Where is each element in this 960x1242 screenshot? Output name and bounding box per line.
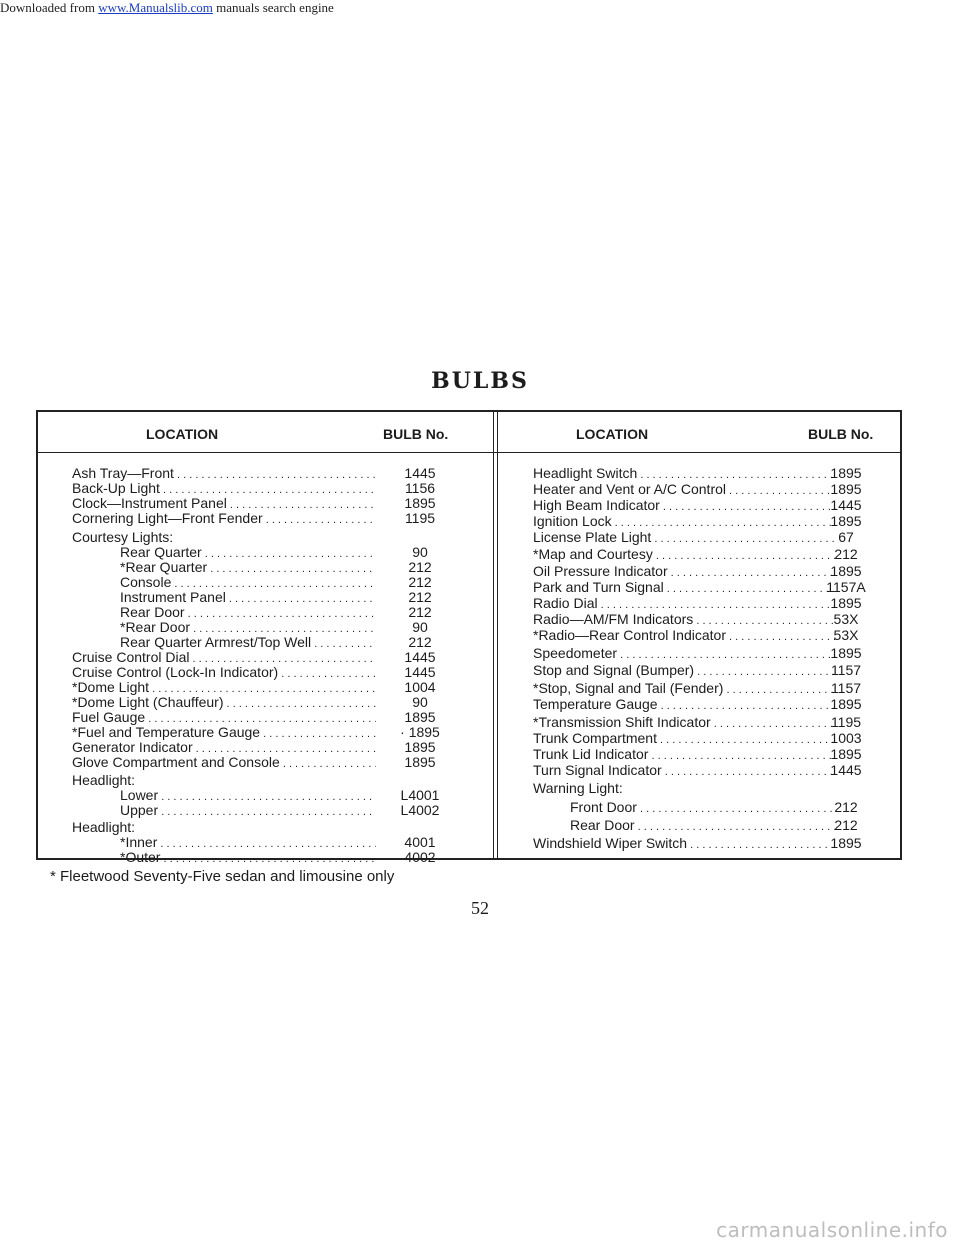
bulb-number: 1195	[830, 714, 862, 730]
table-row	[498, 818, 900, 833]
location-label: *Stop, Signal and Tail (Fender) . . .	[533, 681, 836, 698]
table-row	[498, 530, 900, 545]
table-row	[38, 710, 493, 725]
location-label: Ignition Lock . . .	[533, 514, 836, 531]
location-label: Back-Up Light . . .	[72, 481, 376, 498]
table-row	[498, 612, 900, 627]
table-row	[498, 836, 900, 851]
location-label: Trunk Lid Indicator . . .	[533, 747, 836, 764]
location-label: Radio—AM/FM Indicators . . .	[533, 612, 836, 629]
location-label: *Transmission Shift Indicator . . .	[533, 715, 836, 732]
bulb-number: 1895	[830, 746, 862, 762]
table-row	[38, 545, 493, 560]
table-row	[38, 740, 493, 755]
table-row	[498, 547, 900, 562]
location-label: *Inner . . .	[120, 835, 376, 852]
bulb-number: 1004	[404, 679, 436, 695]
bulb-number: 1895	[830, 563, 862, 579]
bulb-number: · 1895	[400, 724, 440, 740]
bulb-number: 1157	[830, 680, 862, 696]
location-label: *Radio—Rear Control Indicator . . .	[533, 628, 836, 645]
table-row	[498, 514, 900, 529]
location-label: High Beam Indicator . . .	[533, 498, 836, 515]
table-row	[498, 747, 900, 762]
bulb-number: 1445	[830, 497, 862, 513]
location-label: Rear Door . . .	[570, 818, 836, 835]
table-row	[38, 820, 493, 835]
table-row	[38, 850, 493, 865]
table-row	[38, 695, 493, 710]
location-label: Headlight Switch . . .	[533, 466, 836, 483]
table-row	[38, 755, 493, 770]
left-bulb-header: BULB No.	[383, 426, 449, 442]
location-label: Temperature Gauge . . .	[533, 697, 836, 714]
location-label: Rear Door . . .	[120, 605, 376, 622]
right-column-rows	[498, 466, 900, 851]
table-row	[498, 763, 900, 778]
bulb-number: 1156	[404, 480, 436, 496]
table-row	[498, 628, 900, 643]
bulb-number: 4001	[404, 834, 436, 850]
banner-prefix: Downloaded from	[0, 0, 99, 15]
table-row	[498, 466, 900, 481]
table-row	[498, 731, 900, 746]
bulb-number: 90	[412, 694, 428, 710]
location-label: Glove Compartment and Console . . .	[72, 755, 376, 772]
bulb-number: 212	[408, 604, 432, 620]
location-label: *Dome Light (Chauffeur) . . .	[72, 695, 376, 712]
location-label: Rear Quarter . . .	[120, 545, 376, 562]
location-label: Cornering Light—Front Fender . . .	[72, 511, 376, 528]
location-label: Cruise Control (Lock-In Indicator) . . .	[72, 665, 376, 682]
location-label: Clock—Instrument Panel . . .	[72, 496, 376, 513]
watermark-text: carmanualsonline.info	[716, 1218, 948, 1242]
location-label: Turn Signal Indicator . . .	[533, 763, 836, 780]
location-label: Trunk Compartment . . .	[533, 731, 836, 748]
bulb-number: 212	[834, 817, 858, 833]
table-row	[38, 590, 493, 605]
bulb-number: 212	[834, 546, 858, 562]
bulb-number: 1895	[404, 754, 436, 770]
bulb-number: 1003	[830, 730, 862, 746]
banner-suffix: manuals search engine	[212, 0, 334, 15]
bulb-number: L4002	[400, 802, 440, 818]
table-row	[498, 681, 900, 696]
right-location-header: LOCATION	[576, 426, 649, 442]
table-row	[498, 646, 900, 661]
bulb-number: 1895	[404, 709, 436, 725]
bulb-number: 1895	[830, 513, 862, 529]
bulb-number: 212	[834, 799, 858, 815]
bulb-number: 1445	[404, 649, 436, 665]
bulb-number: 53X	[833, 627, 859, 643]
bulb-number: 90	[412, 544, 428, 560]
location-label: Park and Turn Signal . . .	[533, 580, 836, 597]
bulb-number: 212	[408, 574, 432, 590]
bulb-number: 1157	[830, 662, 862, 678]
table-row	[38, 496, 493, 511]
bulb-number: 1895	[830, 696, 862, 712]
table-row	[38, 650, 493, 665]
bulb-number: 1445	[404, 465, 436, 481]
table-row	[38, 803, 493, 818]
location-label: Fuel Gauge . . .	[72, 710, 376, 727]
table-row	[38, 665, 493, 680]
table-row	[498, 663, 900, 678]
location-label: Instrument Panel . . .	[120, 590, 376, 607]
table-row	[38, 835, 493, 850]
location-label: Speedometer . . .	[533, 646, 836, 663]
location-label: License Plate Light . . .	[533, 530, 836, 547]
location-label: Upper . . .	[120, 803, 376, 820]
table-row	[498, 596, 900, 611]
bulb-number: 90	[412, 619, 428, 635]
table-row	[38, 725, 493, 740]
bulb-number: 67	[838, 529, 854, 545]
location-label: *Rear Door . . .	[120, 620, 376, 637]
location-label: Courtesy Lights:	[72, 530, 174, 545]
location-label: Front Door . . .	[570, 800, 836, 817]
bulb-number: 1895	[830, 595, 862, 611]
bulb-number: 1895	[830, 481, 862, 497]
bulb-number: 1445	[404, 664, 436, 680]
bulb-number: 212	[408, 589, 432, 605]
location-label: Headlight:	[72, 820, 136, 835]
location-label: Heater and Vent or A/C Control . . .	[533, 482, 836, 499]
location-label: Windshield Wiper Switch . . .	[533, 836, 836, 853]
bulb-number: 212	[408, 634, 432, 650]
location-label: *Outer . . .	[120, 850, 376, 867]
bulb-number: 1195	[404, 510, 436, 526]
table-row	[498, 800, 900, 815]
location-label: Radio Dial . . .	[533, 596, 836, 613]
header-rule	[38, 452, 900, 453]
bulb-number: 4002	[404, 849, 436, 865]
manualslib-link[interactable]: www.Manualslib.com	[98, 0, 213, 15]
bulb-number: 1445	[830, 762, 862, 778]
bulb-number: 53X	[833, 611, 859, 627]
table-row	[38, 635, 493, 650]
page-number: 52	[471, 898, 489, 918]
location-label: Oil Pressure Indicator . . .	[533, 564, 836, 581]
table-row	[38, 575, 493, 590]
left-column-rows	[38, 466, 493, 865]
table-row	[498, 715, 900, 730]
table-row	[498, 781, 900, 796]
footnote: * Fleetwood Seventy-Five sedan and limousine only	[50, 868, 395, 885]
location-label: Cruise Control Dial . . .	[72, 650, 376, 667]
table-row	[38, 481, 493, 496]
location-label: *Fuel and Temperature Gauge . . .	[72, 725, 376, 742]
location-label: Generator Indicator . . .	[72, 740, 376, 757]
location-label: Console . . .	[120, 575, 376, 592]
page-title: BULBS	[431, 368, 529, 394]
table-row	[38, 605, 493, 620]
table-row	[38, 773, 493, 788]
location-label: Headlight:	[72, 773, 136, 788]
bulb-number: 1895	[404, 495, 436, 511]
location-label: *Map and Courtesy . . .	[533, 547, 836, 564]
table-row	[498, 564, 900, 579]
table-row	[38, 530, 493, 545]
table-row	[498, 482, 900, 497]
right-bulb-header: BULB No.	[808, 426, 874, 442]
location-label: Stop and Signal (Bumper) . . .	[533, 663, 836, 680]
left-location-header: LOCATION	[146, 426, 219, 442]
table-row	[498, 580, 900, 595]
bulb-number: 212	[408, 559, 432, 575]
location-label: *Rear Quarter . . .	[120, 560, 376, 577]
location-label: Warning Light:	[533, 781, 623, 796]
table-row	[38, 466, 493, 481]
bulb-number: 1895	[830, 835, 862, 851]
bulb-number: 1895	[830, 465, 862, 481]
table-row	[38, 788, 493, 803]
table-row	[498, 498, 900, 513]
location-label: Lower . . .	[120, 788, 376, 805]
table-row	[498, 697, 900, 712]
download-banner	[0, 0, 334, 16]
bulb-number: 1895	[830, 645, 862, 661]
bulb-number: L4001	[400, 787, 440, 803]
table-row	[38, 511, 493, 526]
location-label: Ash Tray—Front . . .	[72, 466, 376, 483]
bulb-table	[36, 410, 902, 865]
location-label: Rear Quarter Armrest/Top Well . . .	[120, 635, 376, 652]
table-row	[38, 560, 493, 575]
bulb-number: 1895	[404, 739, 436, 755]
table-row	[38, 680, 493, 695]
location-label: *Dome Light . . .	[72, 680, 376, 697]
bulb-number: 1157A	[826, 579, 866, 595]
table-row	[38, 620, 493, 635]
